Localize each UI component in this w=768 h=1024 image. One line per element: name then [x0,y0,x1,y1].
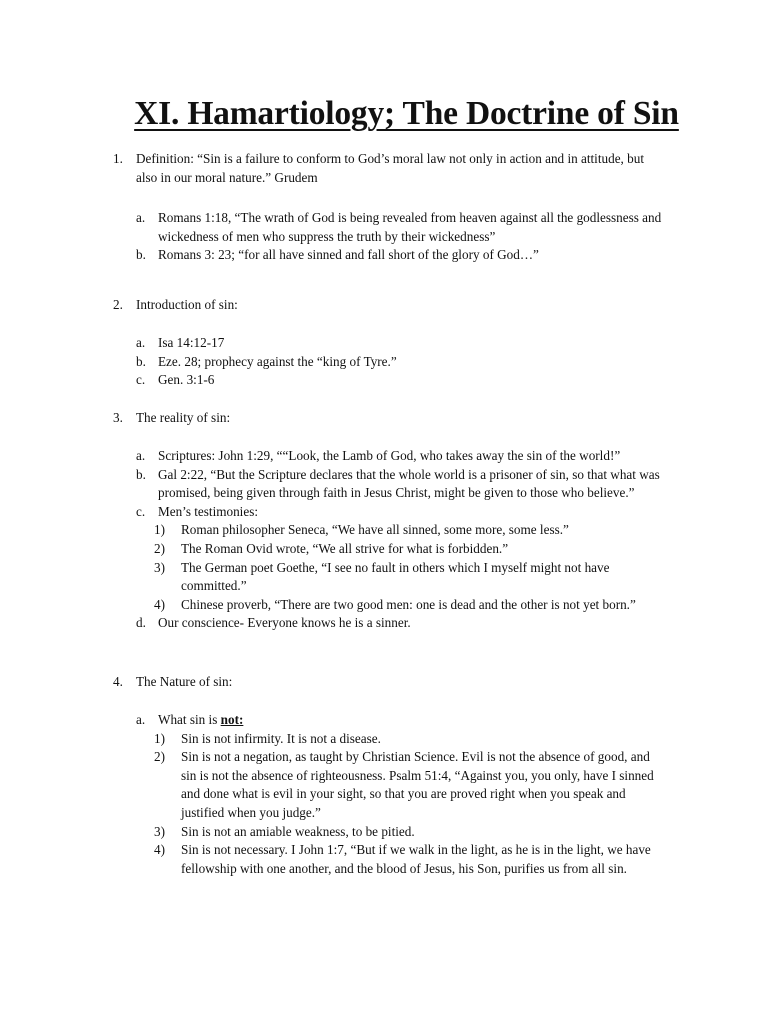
list-item [136,246,668,265]
list-item [154,823,668,842]
list-item-text: Eze. 28; prophecy against the “king of Tyre.” [158,353,397,369]
list-item-text: Gal 2:22, “But the Scripture declares that the whole world is a prisoner of sin, so that what was promised, being given through faith in Jesus Christ, might be given to those who believe.” [158,466,660,501]
list-item-text: Chinese proverb, “There are two good men: one is dead and the other is not yet born.” [181,596,636,612]
section-number: 2. [113,297,123,312]
list-item-text: Sin is not infirmity. It is not a disease. [181,730,381,746]
list-marker: d. [136,615,146,631]
list-marker: 1) [154,522,165,538]
list-item [136,503,668,522]
list-marker: 2) [154,749,165,765]
list-marker: b. [136,353,146,369]
page-title: XI. Hamartiology; The Doctrine of Sin [134,95,679,132]
list-marker: a. [136,335,146,350]
list-item [154,540,668,559]
list-item-text: Men’s testimonies: [158,503,259,519]
list-marker: a. [136,448,146,463]
list-item [154,559,668,596]
list-marker: a. [136,210,146,225]
list-item [154,596,668,615]
list-marker: c. [136,372,146,388]
section-2-list [136,334,668,390]
list-item-text: Sin is not necessary. I John 1:7, “But if we walk in the light, as he is in the light, we have fellowship with one another, and the blood of Jesus, his Son, purifies us from all sin. [181,842,651,876]
list-item-text: Isa 14:12-17 [158,335,225,350]
section-number: 4. [113,674,123,689]
list-item [154,521,668,540]
list-marker: b. [136,247,146,263]
list-item-text: Sin is not a negation, as taught by Christian Science. Evil is not the absence of good, and sin is not the absence of righteousness. Psalm 51:4, “Against you, you only, have I sinned and done what is evil in your sight, so that you are proved right when you speak and justified when you judge.” [181,749,654,820]
section-text: Definition: “Sin is a failure to conform to God’s moral law not only in action and in attitude, but also in our moral nature.” Grudem [136,151,644,185]
list-item [136,614,668,633]
list-marker: 4) [154,842,165,858]
list-item [154,748,668,822]
list-item [136,447,668,466]
section-number: 3. [113,410,123,425]
list-marker: 3) [154,559,165,575]
emphasis-text: not: [220,712,244,727]
list-marker: 4) [154,596,165,612]
list-marker: 3) [154,823,165,839]
list-item [136,353,668,372]
list-item-text: Romans 3: 23; “for all have sinned and fall short of the glory of God…” [158,247,539,263]
list-item [136,209,668,246]
section-text: Introduction of sin: [136,297,238,312]
list-marker: 1) [154,730,165,746]
list-item-text: Romans 1:18, “The wrath of God is being revealed from heaven against all the godlessness and wickedness of men who suppress the truth by their wickedness” [158,210,662,244]
list-item [154,730,668,749]
list-item-text: Roman philosopher Seneca, “We have all sinned, some more, some less.” [181,522,569,538]
list-item [154,841,668,878]
list-marker: 2) [154,540,165,556]
list-item-text: Gen. 3:1-6 [158,372,215,388]
section-3-list [136,447,668,633]
list-item-text: What sin is [158,712,221,727]
list-item-text: The German poet Goethe, “I see no fault in others which I myself might not have committed.” [181,559,610,594]
section-4-list [136,711,668,878]
list-item [136,466,668,503]
list-item-text: Sin is not an amiable weakness, to be pitied. [181,823,415,839]
list-item-text: The Roman Ovid wrote, “We all strive for what is forbidden.” [181,540,509,556]
list-item-text: Our conscience- Everyone knows he is a sinner. [158,615,411,631]
list-marker: c. [136,503,146,519]
section-number: 1. [113,151,123,166]
section-text: The reality of sin: [136,410,231,425]
list-item [136,711,668,730]
list-marker: b. [136,466,146,482]
section-text: The Nature of sin: [136,674,233,689]
list-item-text: Scriptures: John 1:29, ““Look, the Lamb of God, who takes away the sin of the world!” [158,448,621,463]
list-item [136,334,668,353]
list-item [136,371,668,390]
list-marker: a. [136,712,146,727]
section-1-list [136,209,668,265]
